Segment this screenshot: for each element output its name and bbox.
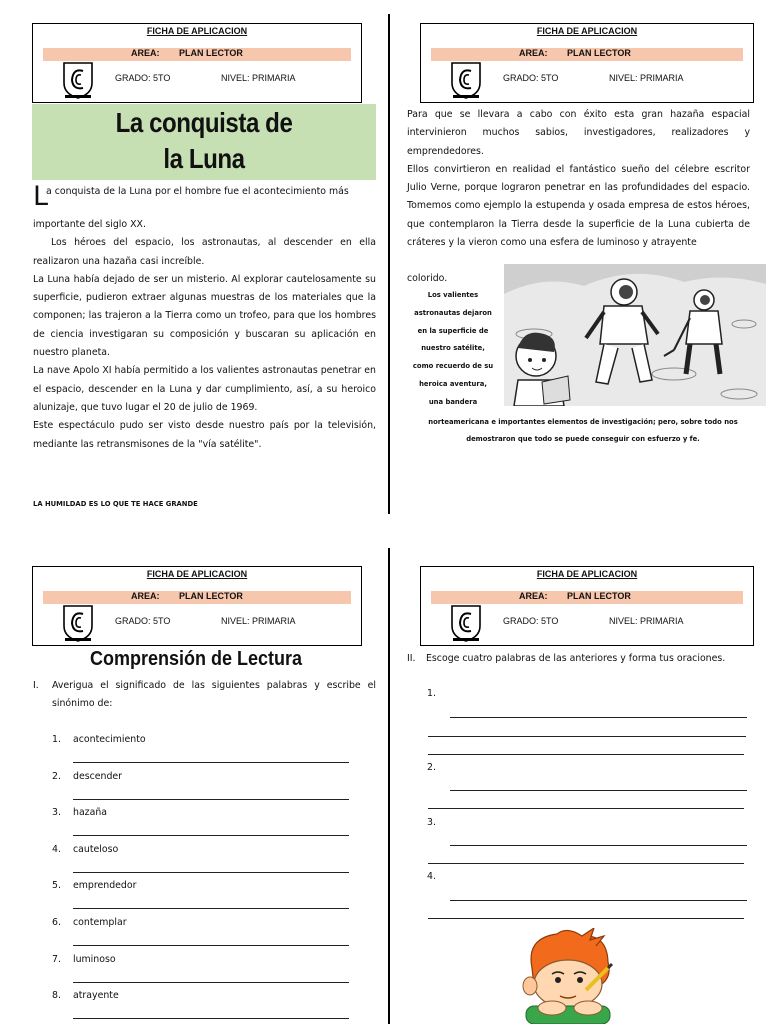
list-item bbox=[52, 734, 352, 748]
header-title: FICHA DE APLICACION bbox=[146, 26, 248, 36]
area-value: PLAN LECTOR bbox=[567, 591, 631, 601]
school-logo-icon bbox=[449, 61, 483, 99]
vocabulary-word: hazaña bbox=[73, 807, 108, 819]
story-text-page1 bbox=[33, 216, 376, 454]
paragraph: Para que se llevara a cabo con éxito esta gran hazaña espacial intervinieron muchos sabios, investigadores, realizadores y emprendedores. bbox=[407, 109, 750, 157]
column-divider-top bbox=[388, 14, 390, 514]
thinking-boy-illustration bbox=[512, 928, 622, 1024]
answer-line[interactable] bbox=[428, 863, 744, 864]
section-heading: Comprensión de Lectura bbox=[90, 648, 303, 670]
item-number: 3. bbox=[52, 807, 61, 819]
header-title: FICHA DE APLICACION bbox=[146, 569, 248, 579]
paragraph: La nave Apolo XI había permitido a los valientes astronautas penetrar en el espacio, descender en la Luna y dar cumplimiento, así, a su heroico alunizaje, que tuvo lugar el 20 de julio de 1969. bbox=[33, 365, 376, 413]
question-number: II. bbox=[407, 653, 416, 664]
worksheet-header bbox=[420, 566, 754, 646]
item-number: 8. bbox=[52, 990, 61, 1002]
answer-line[interactable] bbox=[73, 835, 349, 836]
answer-line[interactable] bbox=[73, 799, 349, 800]
header-area-band bbox=[431, 591, 743, 604]
answer-line[interactable] bbox=[428, 736, 746, 737]
school-logo-icon bbox=[61, 604, 95, 642]
question-text: Escoge cuatro palabras de las anteriores y forma tus oraciones. bbox=[426, 653, 726, 664]
grade-label: GRADO: 5TO bbox=[115, 616, 171, 626]
paragraph: importante del siglo XX. bbox=[33, 219, 146, 230]
header-title: FICHA DE APLICACION bbox=[536, 569, 638, 579]
item-number: 2. bbox=[52, 770, 61, 782]
grade-label: GRADO: 5TO bbox=[503, 73, 559, 83]
paragraph: Este espectáculo pudo ser visto desde nuestro país por la televisión, mediante las retransmisones de la "vía satélite". bbox=[33, 420, 376, 450]
question-number: I. bbox=[33, 680, 39, 691]
caption-line: heroica aventura, bbox=[419, 379, 487, 388]
caption-line: una bandera bbox=[428, 397, 478, 406]
vocabulary-word: acontecimiento bbox=[73, 734, 146, 745]
list-item bbox=[52, 771, 352, 785]
drop-cap: L bbox=[33, 181, 49, 212]
list-item bbox=[52, 880, 352, 894]
story-first-line bbox=[46, 183, 376, 201]
caption-line: astronautas dejaron bbox=[414, 308, 492, 317]
answer-line[interactable] bbox=[450, 717, 747, 718]
list-item bbox=[52, 990, 352, 1004]
caption-line: como recuerdo de su bbox=[412, 362, 494, 371]
answer-line[interactable] bbox=[73, 945, 349, 946]
list-item bbox=[52, 917, 352, 931]
story-text-page2 bbox=[407, 106, 750, 252]
vocabulary-word: luminoso bbox=[73, 953, 116, 965]
level-label: NIVEL: PRIMARIA bbox=[609, 73, 684, 83]
answer-line[interactable] bbox=[428, 918, 744, 919]
answer-line[interactable] bbox=[73, 762, 349, 763]
item-number: 4. bbox=[52, 843, 61, 855]
paragraph: La Luna había dejado de ser un misterio. Al explorar cautelosamente su superficie, pudieron extraer algunas muestras de los materiales que la componen; las trajeron a la Tierra como un trofeo, para que los hombres de ciencia investigaran su composición y buscaran su aplicación en nuestro planeta. bbox=[33, 273, 376, 359]
paragraph: Los héroes del espacio, los astronautas, al descender en ella realizaron una hazaña casi increíble. bbox=[33, 237, 376, 267]
worksheet-header bbox=[32, 566, 362, 646]
paragraph-ending: colorido. bbox=[407, 273, 448, 284]
caption-line: Los valientes bbox=[427, 291, 479, 299]
vocabulary-word: contemplar bbox=[73, 917, 127, 928]
story-first-line-text: a conquista de la Luna por el hombre fue el acontecimiento más bbox=[46, 186, 349, 197]
answer-line[interactable] bbox=[73, 908, 349, 909]
answer-line[interactable] bbox=[73, 1018, 349, 1019]
story-title-box bbox=[32, 104, 376, 180]
illustration-caption bbox=[404, 287, 502, 412]
worksheet-header bbox=[420, 23, 754, 103]
answer-line[interactable] bbox=[450, 900, 747, 901]
sentence-number: 4. bbox=[427, 871, 436, 882]
area-value: PLAN LECTOR bbox=[567, 48, 631, 58]
column-divider-bottom bbox=[388, 548, 390, 1024]
list-item bbox=[52, 954, 352, 968]
caption-line: norteamericana e importantes elementos de investigación; pero, sobre todo nos bbox=[428, 418, 738, 426]
caption-line: en la superficie de bbox=[417, 326, 489, 335]
area-label: AREA: bbox=[519, 591, 548, 601]
area-value: PLAN LECTOR bbox=[179, 48, 243, 58]
sentence-number: 1. bbox=[427, 688, 436, 699]
vocabulary-word: cauteloso bbox=[73, 843, 119, 855]
answer-line[interactable] bbox=[428, 808, 744, 809]
item-number: 6. bbox=[52, 917, 61, 928]
grade-label: GRADO: 5TO bbox=[503, 616, 559, 626]
header-area-band bbox=[431, 48, 743, 61]
header-area-band bbox=[43, 591, 351, 604]
area-label: AREA: bbox=[131, 591, 160, 601]
level-label: NIVEL: PRIMARIA bbox=[609, 616, 684, 626]
caption-line: demostraron que todo se puede conseguir con esfuerzo y fe. bbox=[466, 435, 700, 443]
level-label: NIVEL: PRIMARIA bbox=[221, 616, 296, 626]
answer-line[interactable] bbox=[73, 872, 349, 873]
grade-label: GRADO: 5TO bbox=[115, 73, 171, 83]
level-label: NIVEL: PRIMARIA bbox=[221, 73, 296, 83]
story-title-line2: la Luna bbox=[163, 143, 245, 174]
astronauts-moon-illustration bbox=[504, 264, 766, 406]
answer-line[interactable] bbox=[428, 754, 744, 755]
school-logo-icon bbox=[449, 604, 483, 642]
question-text: Averigua el significado de las siguientes palabras y escribe el sinónimo de: bbox=[52, 680, 376, 709]
caption-line: nuestro satélite, bbox=[421, 344, 485, 353]
vocabulary-word: descender bbox=[73, 770, 123, 782]
answer-line[interactable] bbox=[450, 845, 747, 846]
worksheet-header bbox=[32, 23, 362, 103]
motto-text: LA HUMILDAD ES LO QUE TE HACE GRANDE bbox=[33, 500, 198, 508]
vocabulary-word: emprendedor bbox=[73, 880, 137, 892]
header-area-band bbox=[43, 48, 351, 61]
answer-line[interactable] bbox=[450, 790, 747, 791]
list-item bbox=[52, 807, 352, 821]
area-label: AREA: bbox=[519, 48, 548, 58]
sentence-number: 3. bbox=[427, 817, 436, 828]
sentence-number: 2. bbox=[427, 762, 436, 773]
school-logo-icon bbox=[61, 61, 95, 99]
vocabulary-word: atrayente bbox=[73, 990, 119, 1002]
item-number: 7. bbox=[52, 953, 61, 965]
header-title: FICHA DE APLICACION bbox=[536, 26, 638, 36]
answer-line[interactable] bbox=[73, 982, 349, 983]
paragraph: Ellos convirtieron en realidad el fantástico sueño del célebre escritor Julio Verne, porque lograron penetrar en las profundidades del espacio. Tomemos como ejemplo la estupenda y osada empresa de estos héroes, que contemplaron la Tierra desde la superficie de la Luna cubierta de cráteres y la vieron como una esfera de luminoso y atrayente bbox=[407, 163, 750, 249]
list-item bbox=[52, 844, 352, 858]
area-value: PLAN LECTOR bbox=[179, 591, 243, 601]
area-label: AREA: bbox=[131, 48, 160, 58]
story-title-line1: La conquista de bbox=[115, 107, 293, 138]
item-number: 5. bbox=[52, 880, 61, 892]
item-number: 1. bbox=[52, 734, 61, 745]
